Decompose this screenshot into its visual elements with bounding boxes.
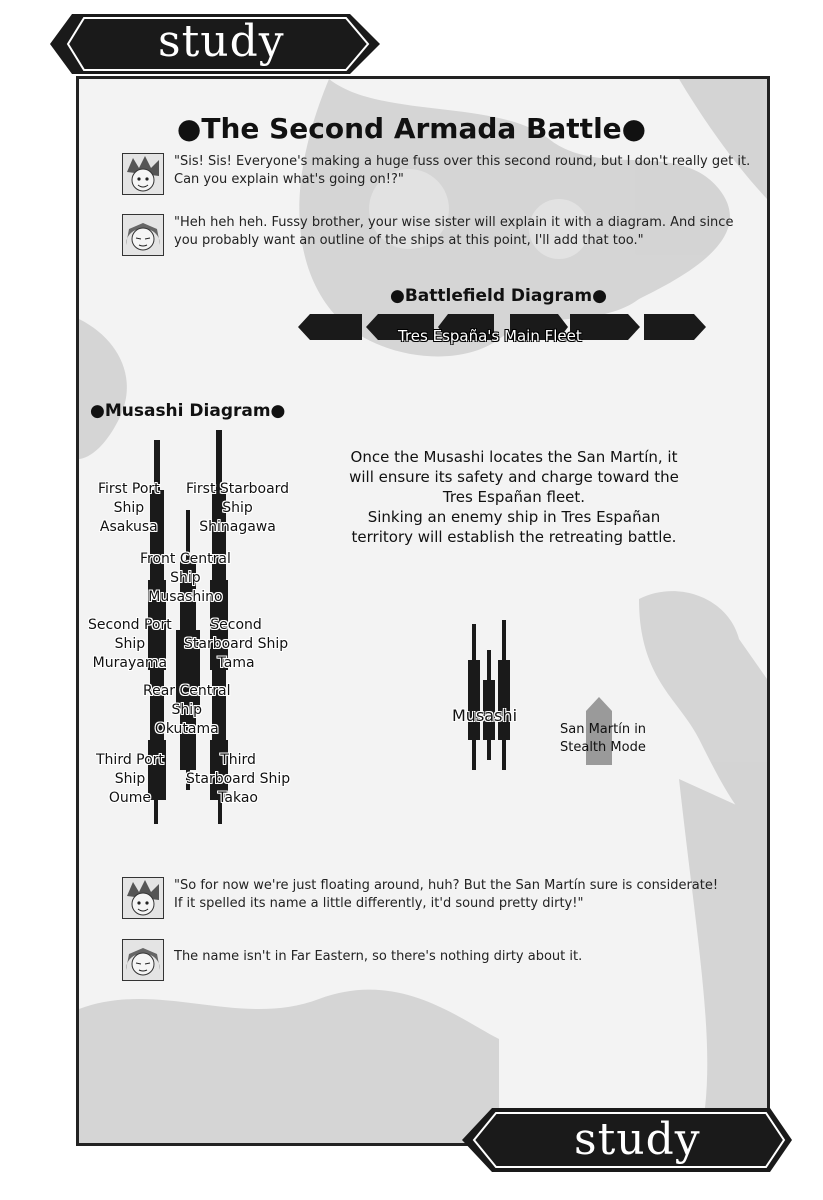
- brother-avatar-icon: [122, 153, 164, 195]
- dialogue-line: you probably want an outline of the ships at this point, I'll add that too.": [174, 233, 644, 248]
- battlefield-heading: ●Battlefield Diagram●: [390, 286, 607, 306]
- dialogue-line: "So for now we're just floating around, huh? But the San Martín sure is considerate!: [174, 878, 719, 893]
- ship-label-third-starboard: Third Starboard Ship Takao: [186, 752, 291, 806]
- ship-label-front-central: Front Central Ship Musashino: [140, 551, 231, 605]
- dialogue-brother-1: [122, 153, 762, 197]
- ship-label-second-starboard: Second Starboard Ship Tama: [184, 617, 289, 671]
- musashi-diagram-heading: ●Musashi Diagram●: [90, 401, 286, 421]
- tab-label-top: study: [158, 16, 285, 67]
- explanation-line: Tres Españan fleet.: [442, 488, 586, 506]
- study-tab-top: [50, 14, 380, 74]
- dialogue-brother-2: [122, 877, 762, 921]
- battle-explanation: [328, 447, 700, 547]
- dialogue-sister-1: [122, 214, 762, 258]
- page-title: ●The Second Armada Battle●: [176, 112, 647, 145]
- musashi-formation-icon: [460, 620, 524, 780]
- dialogue-line: The name isn't in Far Eastern, so there's nothing dirty about it.: [174, 949, 583, 964]
- fleet-ship: [298, 314, 362, 340]
- explanation-line: Once the Musashi locates the San Martín, it: [350, 448, 678, 466]
- explanation-line: Sinking an enemy ship in Tres Españan: [367, 508, 661, 526]
- ship-label-second-port: Second Port Ship Murayama: [88, 617, 172, 671]
- dialogue-line: If it spelled its name a little differently, it'd sound pretty dirty!": [174, 896, 584, 911]
- sister-avatar-icon: [122, 214, 164, 256]
- fleet-ship: [644, 314, 706, 340]
- brother-avatar-icon: [122, 877, 164, 919]
- musashi-label: Musashi: [452, 706, 518, 725]
- fleet-label: Tres España's Main Fleet: [398, 327, 582, 345]
- dialogue-line: "Heh heh heh. Fussy brother, your wise sister will explain it with a diagram. And since: [174, 215, 734, 230]
- ship-label-first-starboard: First Starboard Ship Shinagawa: [186, 481, 290, 535]
- dialogue-line: "Sis! Sis! Everyone's making a huge fuss over this second round, but I don't really get it.: [174, 154, 751, 169]
- dialogue-line: Can you explain what's going on!?": [174, 172, 404, 187]
- san-martin-label: San Martín in Stealth Mode: [560, 722, 647, 755]
- ship-label-rear-central: Rear Central Ship Okutama: [143, 683, 231, 737]
- sister-avatar-icon: [122, 939, 164, 981]
- ship-label-first-port: First Port Ship Asakusa: [98, 481, 160, 535]
- study-tab-bottom: [462, 1108, 792, 1172]
- explanation-line: will ensure its safety and charge toward the: [349, 468, 679, 486]
- ship-label-third-port: Third Port Ship Oume: [96, 752, 164, 806]
- tab-label-bottom: study: [574, 1114, 701, 1165]
- dialogue-sister-2: [122, 939, 762, 983]
- explanation-line: territory will establish the retreating battle.: [351, 528, 677, 546]
